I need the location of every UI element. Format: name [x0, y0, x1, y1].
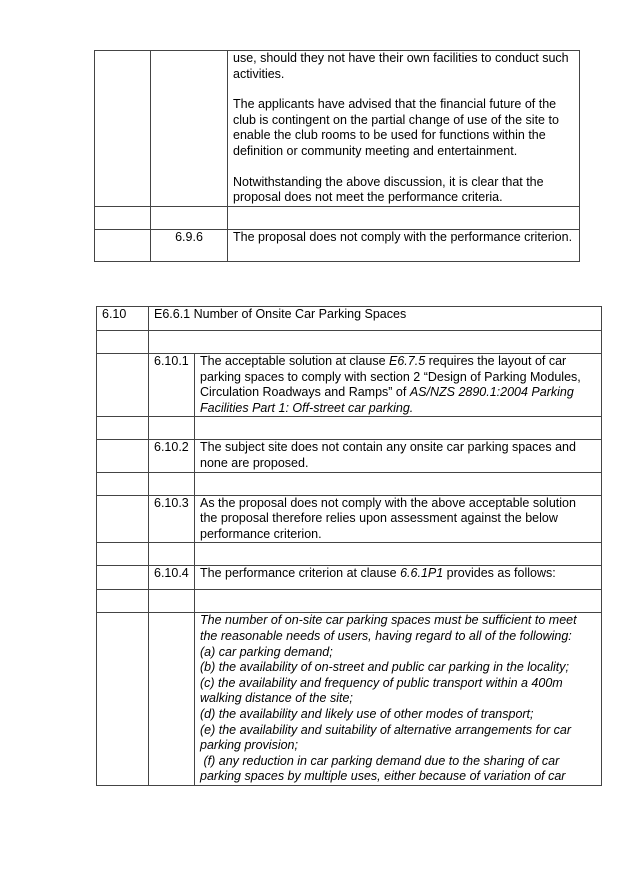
clause-number: 6.10.3 [149, 495, 195, 543]
empty-cell [195, 417, 602, 440]
section-title: E6.6.1 Number of Onsite Car Parking Spaces [149, 307, 602, 331]
empty-cell [97, 495, 149, 543]
clause-number: 6.10.4 [149, 566, 195, 590]
empty-cell [228, 206, 580, 229]
criterion-line: The number of on-site car parking spaces must be sufficient to meet the reasonable needs of users, having regard to all of the following: [200, 613, 577, 643]
paragraph: use, should they not have their own facilities to conduct such activities. [233, 51, 569, 81]
text-run: The acceptable solution at clause [200, 354, 390, 368]
spacer-row [97, 331, 602, 354]
table-row [97, 440, 602, 472]
text-run: E6.7.5 [389, 354, 426, 368]
table-row [95, 51, 580, 207]
spacer-row [97, 472, 602, 495]
criterion-line: (e) the availability and suitability of alternative arrangements for car parking provision; [200, 722, 572, 753]
section-number: 6.10 [97, 307, 149, 331]
empty-cell [195, 472, 602, 495]
clause-text: As the proposal does not comply with the above acceptable solution the proposal therefore relies upon assessment against the below performance criterion. [195, 495, 602, 543]
paragraph: The applicants have advised that the financial future of the club is contingent on the partial change of use of the site to enable the club rooms to be used for functions within the definition or community meeting and entertainment. [233, 97, 559, 158]
text-run: 6.6.1P1 [400, 566, 444, 581]
car-parking-table [96, 306, 602, 786]
empty-cell [97, 472, 149, 495]
criterion-line: (f) any reduction in car parking demand due to the sharing of car parking spaces by multiple uses, either because of variation of car [200, 753, 566, 784]
clause-text: The subject site does not contain any onsite car parking spaces and none are proposed. [195, 440, 602, 472]
empty-cell [97, 440, 149, 472]
section-header-row [97, 307, 602, 331]
criterion-line: (b) the availability of on-street and public car parking in the locality; [200, 660, 569, 675]
table-row [95, 229, 580, 261]
paragraph: Notwithstanding the above discussion, it is clear that the proposal does not meet the performance criteria. [233, 174, 544, 205]
table-row [95, 206, 580, 229]
table-row [97, 613, 602, 786]
empty-cell [195, 590, 602, 613]
empty-cell [151, 206, 228, 229]
spacer-row [97, 417, 602, 440]
text-run: requires the layout of car parking spaces to comply with section 2 “Design of Parking Modules, Circulation Roadways and Ramps” of [200, 354, 581, 400]
discussion-cell [228, 51, 580, 207]
empty-cell [195, 543, 602, 566]
empty-cell [97, 590, 149, 613]
clause-text [195, 566, 602, 590]
empty-cell [149, 613, 195, 786]
text-run: AS/NZS 2890.1:2004 Parking Facilities Part 1: Off-street car parking. [200, 385, 574, 415]
empty-cell [97, 331, 149, 354]
clause-text: The proposal does not comply with the performance criterion. [228, 229, 580, 261]
spacer-row [97, 590, 602, 613]
criterion-line: (d) the availability and likely use of other modes of transport; [200, 706, 534, 721]
continuation-table [94, 50, 580, 262]
empty-cell [149, 472, 195, 495]
empty-cell [97, 613, 149, 786]
table-row [97, 495, 602, 543]
empty-cell [151, 51, 228, 207]
text-run: The performance criterion at clause [200, 566, 401, 581]
empty-cell [95, 229, 151, 261]
clause-text [195, 354, 602, 417]
empty-cell [97, 354, 149, 417]
empty-cell [97, 417, 149, 440]
empty-cell [149, 543, 195, 566]
empty-cell [149, 590, 195, 613]
table-row [97, 566, 602, 590]
empty-cell [149, 417, 195, 440]
table-row [97, 354, 602, 417]
empty-cell [95, 51, 151, 207]
criterion-line: (c) the availability and frequency of public transport within a 400m walking distance of the site; [200, 675, 563, 706]
text-run: provides as follows: [443, 566, 556, 581]
spacer-row [97, 543, 602, 566]
clause-number: 6.9.6 [151, 229, 228, 261]
criterion-line: (a) car parking demand; [200, 644, 333, 659]
clause-number: 6.10.1 [149, 354, 195, 417]
empty-cell [97, 543, 149, 566]
quoted-criterion [195, 613, 602, 786]
empty-cell [149, 331, 602, 354]
empty-cell [97, 566, 149, 590]
clause-number: 6.10.2 [149, 440, 195, 472]
empty-cell [95, 206, 151, 229]
